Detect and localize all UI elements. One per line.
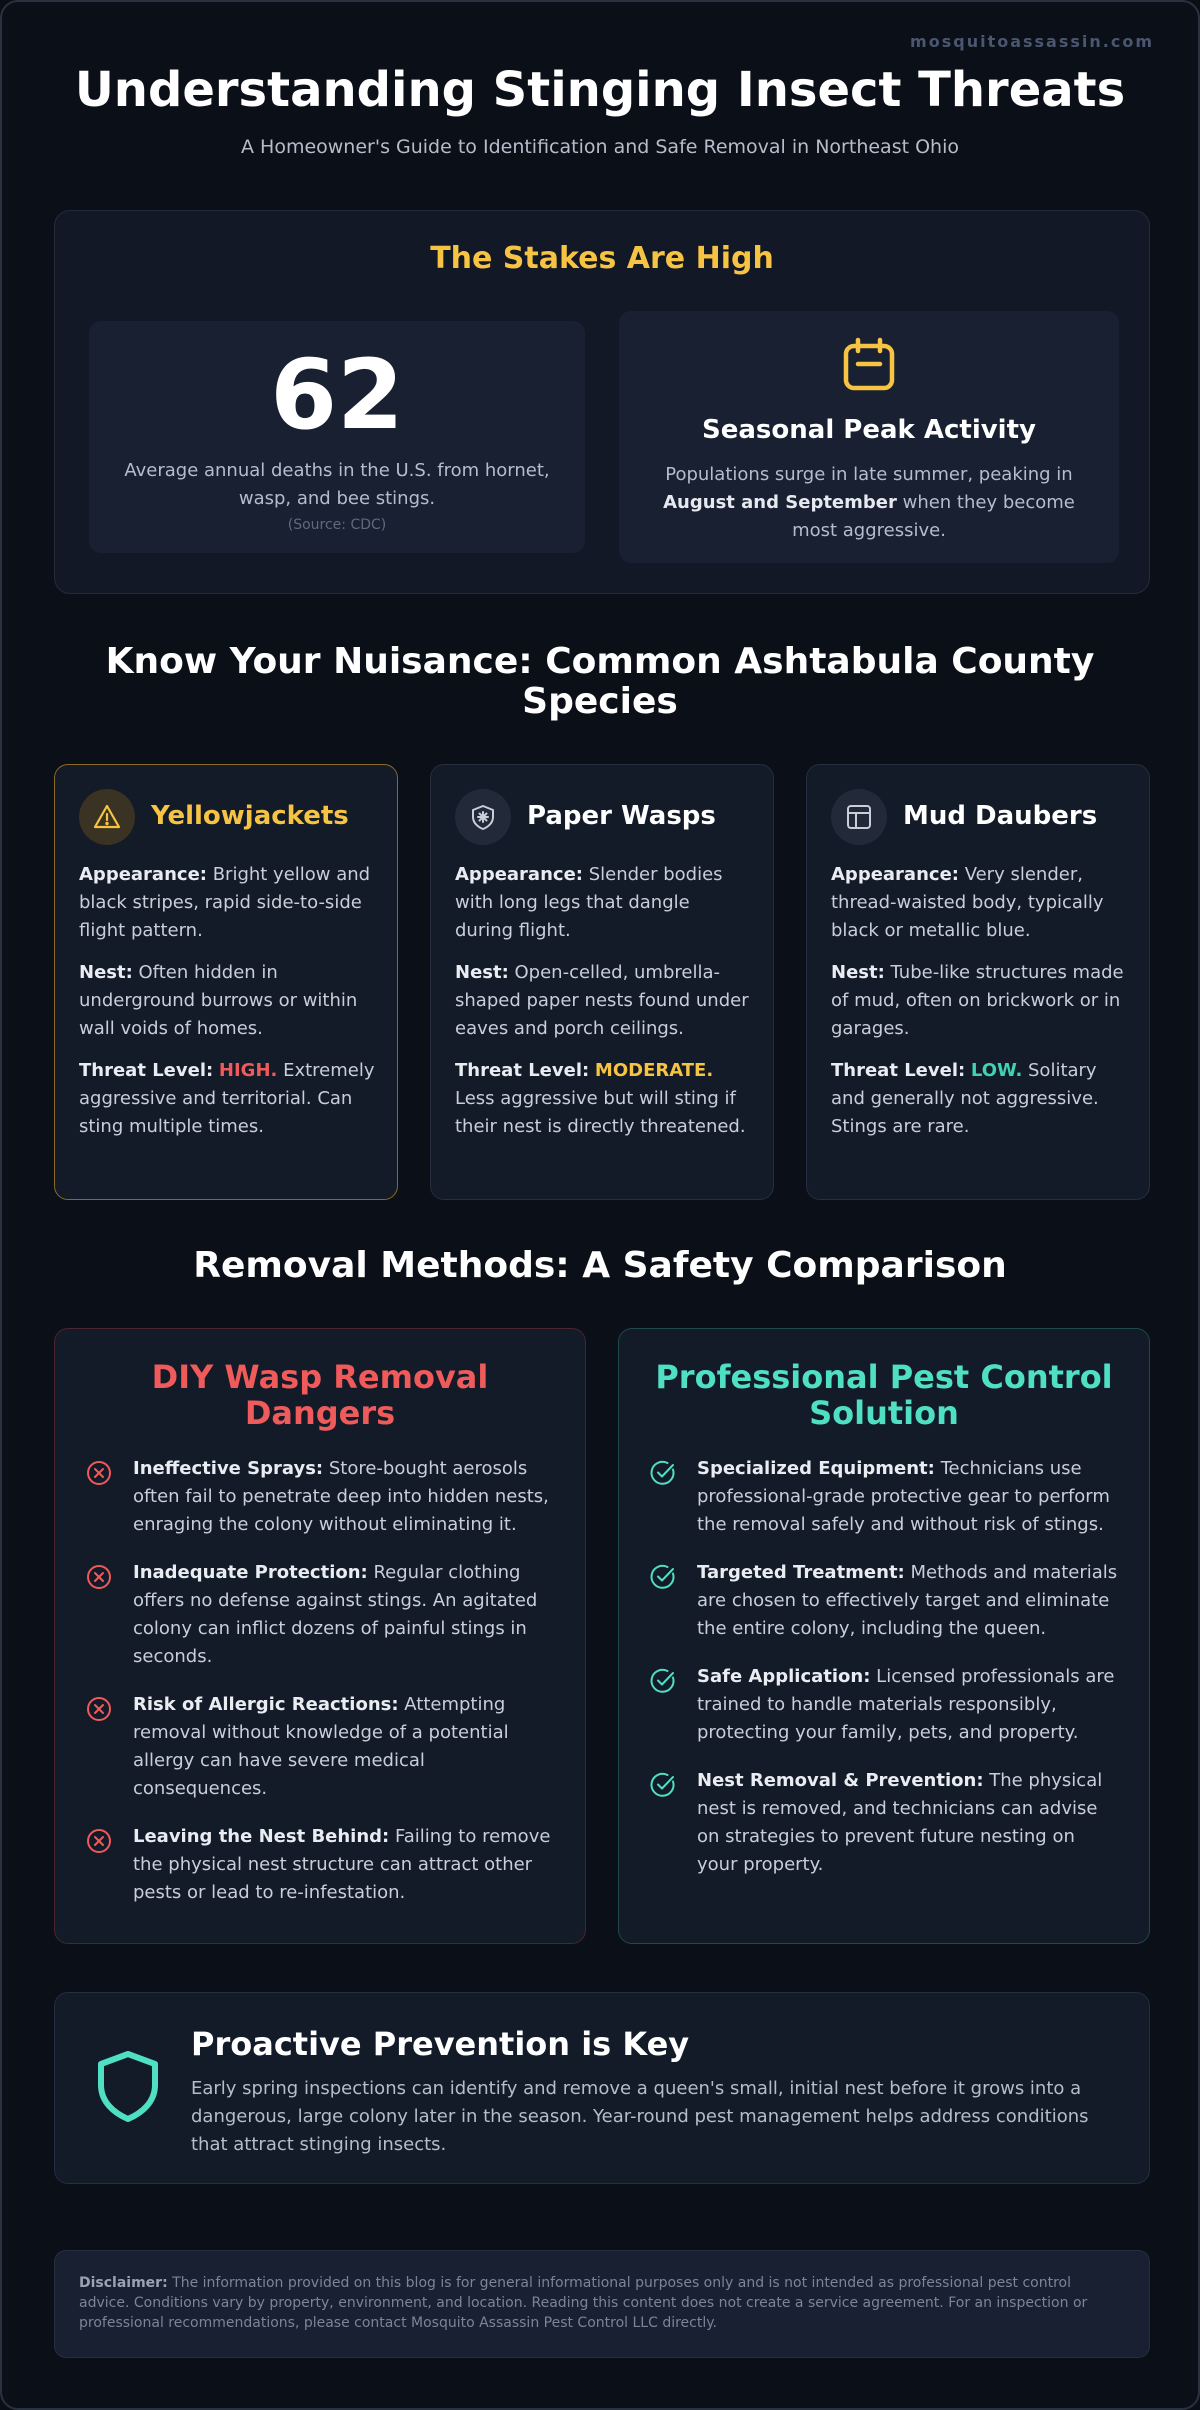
x-circle-icon — [85, 1827, 113, 1855]
brand-domain[interactable]: mosquitoassassin.com — [910, 32, 1154, 51]
disclaimer — [54, 2250, 1150, 2358]
diy-dangers-panel — [54, 1328, 586, 1944]
stat-description: Average annual deaths in the U.S. from hornet, wasp, and bee stings. — [124, 460, 550, 509]
stat-source: (Source: CDC) — [287, 517, 387, 533]
list-item: Nest Removal & Prevention: The physical nest is removed, and technicians can advise on strategies to prevent future nesting on your property. — [649, 1767, 1119, 1879]
species-details: Appearance: Bright yellow and black stripes, rapid side-to-side flight pattern. Nest: Often hidden in underground burrows or within wall voids of homes. Threat Level: HIGH. Extremely aggressive and territorial. Can sting multiple times. — [79, 864, 375, 1137]
stakes-title: The Stakes Are High — [430, 241, 774, 276]
x-circle-icon — [85, 1459, 113, 1487]
list-item: Safe Application: Licensed professionals are trained to handle materials responsibly, protecting your family, pets, and property. — [649, 1663, 1119, 1747]
species-card-paper-wasps — [430, 764, 774, 1200]
peak-description: Populations surge in late summer, peaking in August and September when they become most aggressive. — [663, 464, 1075, 541]
prevention-panel — [54, 1992, 1150, 2184]
list-item: Targeted Treatment: Methods and materials are chosen to effectively target and eliminate the entire colony, including the queen. — [649, 1559, 1119, 1643]
diy-dangers-list — [85, 1455, 555, 1927]
diy-title: DIY Wasp Removal Dangers — [151, 1358, 489, 1432]
list-item: Specialized Equipment: Technicians use professional-grade protective gear to perform the removal safely and without risk of stings. — [649, 1455, 1119, 1539]
threat-level-badge: MODERATE. — [594, 1060, 714, 1081]
disclaimer-label: Disclaimer: — [79, 2275, 168, 2291]
prevention-title: Proactive Prevention is Key — [191, 2025, 690, 2063]
seasonal-peak-card — [619, 311, 1119, 563]
species-name: Yellowjackets — [151, 801, 349, 831]
shield-icon — [95, 2049, 161, 2127]
pro-benefits-list — [649, 1455, 1119, 1899]
list-item: Inadequate Protection: Regular clothing offers no defense against stings. An agitated colony can inflict dozens of painful stings in seconds. — [85, 1559, 555, 1671]
pro-title: Professional Pest Control Solution — [655, 1358, 1113, 1432]
species-details: Appearance: Very slender, thread-waisted body, typically black or metallic blue. Nest: Tube-like structures made of mud, often on brickwork or in garages. Threat Level: LOW. Solitary and generally not aggressive. Stings are rare. — [831, 864, 1124, 1137]
species-card-mud-daubers — [806, 764, 1150, 1200]
list-item: Risk of Allergic Reactions: Attempting removal without knowledge of a potential allergy can have severe medical consequences. — [85, 1691, 555, 1803]
list-item: Leaving the Nest Behind: Failing to remove the physical nest structure can attract other pests or lead to re-infestation. — [85, 1823, 555, 1907]
layout-icon — [831, 789, 887, 845]
species-section-title: Know Your Nuisance: Common Ashtabula County Species — [105, 641, 1095, 722]
warning-icon — [79, 789, 135, 845]
stakes-panel — [54, 210, 1150, 594]
disclaimer-text: The information provided on this blog is for general informational purposes only and is not intended as professional pest control advice. Conditions vary by property, environment, and location. Reading this content does not create a service agreement. For an inspection or professional recommendations, please contact Mosquito Assassin Pest Control LLC directly. — [79, 2275, 1088, 2331]
x-circle-icon — [85, 1695, 113, 1723]
removal-section-title: Removal Methods: A Safety Comparison — [193, 1245, 1007, 1286]
check-circle-icon — [649, 1667, 677, 1695]
threat-level-badge: HIGH. — [218, 1060, 278, 1081]
stat-number: 62 — [270, 339, 404, 451]
x-circle-icon — [85, 1563, 113, 1591]
check-circle-icon — [649, 1771, 677, 1799]
prevention-text: Early spring inspections can identify and remove a queen's small, initial nest before it grows into a dangerous, large colony later in the season. Year-round pest management helps address conditions that attract stinging insects. — [191, 2078, 1089, 2155]
shield-bug-icon — [455, 789, 511, 845]
calendar-icon — [842, 337, 896, 393]
threat-level-badge: LOW. — [970, 1060, 1023, 1081]
page-title: Understanding Stinging Insect Threats — [74, 62, 1126, 118]
death-stat-card — [89, 321, 585, 553]
species-details: Appearance: Slender bodies with long legs that dangle during flight. Nest: Open-celled, umbrella-shaped paper nests found under eaves and porch ceilings. Threat Level: MODERATE. Less aggressive but will sting if their nest is directly threatened. — [455, 864, 749, 1137]
species-card-yellowjackets — [54, 764, 398, 1200]
pro-solution-panel — [618, 1328, 1150, 1944]
check-circle-icon — [649, 1459, 677, 1487]
page-subtitle: A Homeowner's Guide to Identification and Safe Removal in Northeast Ohio — [241, 136, 959, 158]
check-circle-icon — [649, 1563, 677, 1591]
peak-title: Seasonal Peak Activity — [702, 415, 1036, 445]
species-name: Paper Wasps — [527, 801, 716, 831]
species-name: Mud Daubers — [903, 801, 1098, 831]
list-item: Ineffective Sprays: Store-bought aerosols often fail to penetrate deep into hidden nests, enraging the colony without eliminating it. — [85, 1455, 555, 1539]
peak-months: August and September — [663, 492, 897, 513]
